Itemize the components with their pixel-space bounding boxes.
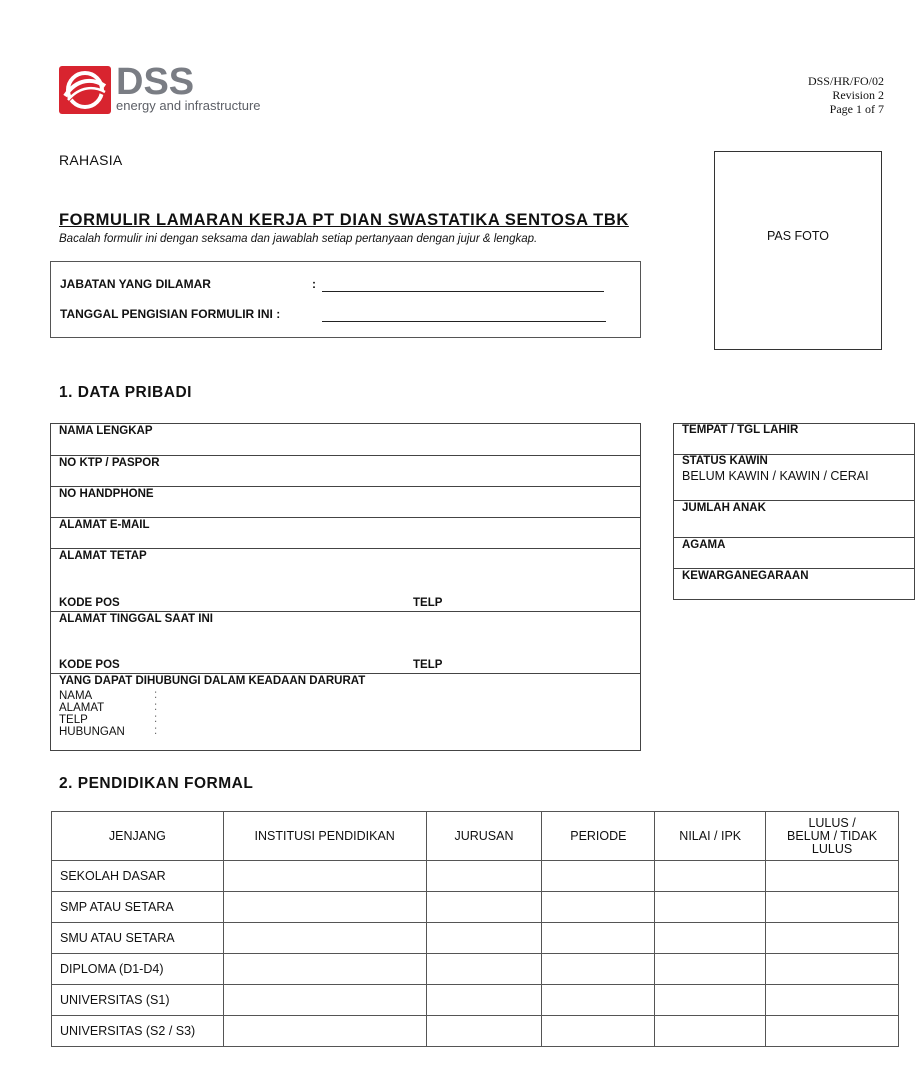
period-cell[interactable] [542, 923, 655, 954]
application-info-box [50, 261, 641, 338]
period-cell[interactable] [542, 892, 655, 923]
marital-status-options: BELUM KAWIN / KAWIN / CERAI [682, 469, 869, 483]
education-level-cell: UNIVERSITAS (S2 / S3) [52, 1016, 224, 1047]
period-cell[interactable] [542, 954, 655, 985]
gpa-cell[interactable] [655, 1016, 766, 1047]
table-row [52, 892, 899, 923]
position-colon: : [312, 277, 316, 291]
column-header-major: JURUSAN [426, 812, 542, 861]
graduation-status-cell[interactable] [766, 892, 899, 923]
fill-date-input-line[interactable] [322, 320, 606, 322]
document-page: Page 1 of 7 [829, 102, 884, 116]
major-cell[interactable] [426, 923, 542, 954]
logo-name: DSS [116, 61, 195, 103]
section-personal-data-title: 1. DATA PRIBADI [59, 384, 192, 401]
institution-cell[interactable] [223, 892, 426, 923]
document-reference [808, 74, 884, 116]
current-address-label: ALAMAT TINGGAL SAAT INI [59, 613, 213, 625]
institution-cell[interactable] [223, 923, 426, 954]
education-table [51, 811, 899, 1047]
column-header-graduation-status [766, 812, 899, 861]
education-header-row [52, 812, 899, 861]
major-cell[interactable] [426, 954, 542, 985]
id-number-label: NO KTP / PASPOR [59, 457, 160, 469]
education-level-cell: DIPLOMA (D1-D4) [52, 954, 224, 985]
citizenship-label: KEWARGANEGARAAN [682, 570, 809, 582]
major-cell[interactable] [426, 892, 542, 923]
gpa-cell[interactable] [655, 985, 766, 1016]
marital-status-label: STATUS KAWIN [682, 455, 768, 467]
period-cell[interactable] [542, 861, 655, 892]
major-cell[interactable] [426, 1016, 542, 1047]
institution-cell[interactable] [223, 985, 426, 1016]
emergency-colon: : [154, 725, 158, 737]
period-cell[interactable] [542, 1016, 655, 1047]
logo-tagline: energy and infrastructure [116, 98, 261, 113]
telp-label-2: TELP [413, 659, 443, 671]
document-revision: Revision 2 [832, 88, 884, 102]
column-header-institution: INSTITUSI PENDIDIKAN [223, 812, 426, 861]
column-header-period: PERIODE [542, 812, 655, 861]
column-header-gpa: NILAI / IPK [655, 812, 766, 861]
emergency-name-label: NAMA [59, 690, 93, 702]
emergency-colon: : [154, 689, 158, 701]
document-code: DSS/HR/FO/02 [807, 74, 884, 88]
gpa-cell[interactable] [655, 954, 766, 985]
gpa-cell[interactable] [655, 923, 766, 954]
graduation-status-cell[interactable] [766, 923, 899, 954]
education-level-cell: SMU ATAU SETARA [52, 923, 224, 954]
education-level-cell: SEKOLAH DASAR [52, 861, 224, 892]
emergency-relation-label: HUBUNGAN [59, 726, 125, 738]
email-label: ALAMAT E-MAIL [59, 519, 150, 531]
emergency-colon: : [154, 701, 158, 713]
major-cell[interactable] [426, 861, 542, 892]
graduation-header-line: BELUM / TIDAK [787, 828, 878, 843]
graduation-header-line: LULUS / [808, 815, 856, 830]
table-row [52, 985, 899, 1016]
form-title: FORMULIR LAMARAN KERJA PT DIAN SWASTATIKA SENTOSA TBK [59, 211, 629, 229]
graduation-status-cell[interactable] [766, 1016, 899, 1047]
section-education-title: 2. PENDIDIKAN FORMAL [59, 775, 254, 792]
education-level-cell: SMP ATAU SETARA [52, 892, 224, 923]
emergency-contact-title: YANG DAPAT DIHUBUNGI DALAM KEADAAN DARURAT [59, 675, 366, 687]
position-label: JABATAN YANG DILAMAR [60, 277, 211, 291]
column-header-level: JENJANG [52, 812, 224, 861]
children-count-label: JUMLAH ANAK [682, 502, 766, 514]
fill-date-label: TANGGAL PENGISIAN FORMULIR INI : [60, 307, 281, 321]
emergency-colon: : [154, 713, 158, 725]
period-cell[interactable] [542, 985, 655, 1016]
postal-code-label: KODE POS [59, 597, 120, 609]
telp-label: TELP [413, 597, 443, 609]
education-level-cell: UNIVERSITAS (S1) [52, 985, 224, 1016]
institution-cell[interactable] [223, 1016, 426, 1047]
table-row [52, 1016, 899, 1047]
postal-code-label-2: KODE POS [59, 659, 120, 671]
emergency-telp-label: TELP [59, 714, 88, 726]
birth-label: TEMPAT / TGL LAHIR [682, 424, 799, 436]
photo-label: PAS FOTO [766, 229, 830, 243]
phone-label: NO HANDPHONE [59, 488, 154, 500]
graduation-status-cell[interactable] [766, 954, 899, 985]
gpa-cell[interactable] [655, 861, 766, 892]
table-row [52, 861, 899, 892]
graduation-status-cell[interactable] [766, 985, 899, 1016]
major-cell[interactable] [426, 985, 542, 1016]
table-row [52, 954, 899, 985]
full-name-label: NAMA LENGKAP [59, 425, 153, 437]
classification-label: RAHASIA [59, 152, 123, 168]
institution-cell[interactable] [223, 954, 426, 985]
form-instruction: Bacalah formulir ini dengan seksama dan jawablah setiap pertanyaan dengan jujur & lengkap. [59, 233, 538, 245]
institution-cell[interactable] [223, 861, 426, 892]
gpa-cell[interactable] [655, 892, 766, 923]
company-logo-icon [59, 66, 111, 114]
permanent-address-label: ALAMAT TETAP [59, 550, 147, 562]
position-input-line[interactable] [322, 290, 604, 292]
religion-label: AGAMA [682, 539, 726, 551]
graduation-status-cell[interactable] [766, 861, 899, 892]
emergency-address-label: ALAMAT [59, 702, 105, 714]
table-row [52, 923, 899, 954]
photo-box[interactable] [714, 151, 882, 350]
graduation-header-line: LULUS [811, 841, 853, 856]
